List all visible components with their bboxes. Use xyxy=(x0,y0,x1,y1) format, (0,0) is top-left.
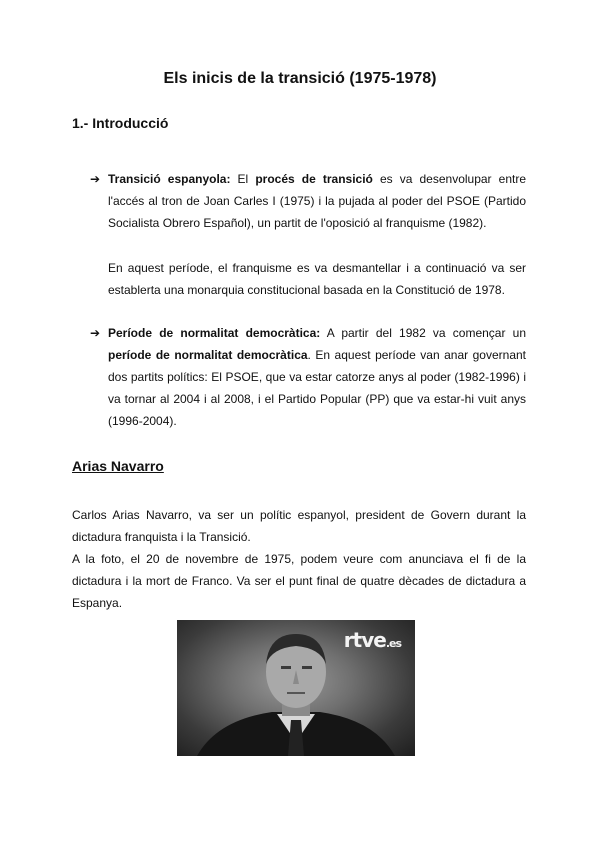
bold-phrase: període de normalitat democràtica xyxy=(108,348,308,362)
bullet-term: Període de normalitat democràtica: xyxy=(108,326,321,340)
bold-phrase: procés de transició xyxy=(255,172,373,186)
arrow-icon: ➔ xyxy=(90,172,101,186)
rtve-logo xyxy=(344,628,401,652)
arrow-icon: ➔ xyxy=(90,326,101,340)
logo-suffix: .es xyxy=(385,637,401,650)
section-heading-introduccio: 1.- Introducció xyxy=(72,115,169,131)
text-run: A partir del 1982 va començar un xyxy=(320,326,526,340)
arias-navarro-photo xyxy=(177,620,415,756)
section-heading-arias-navarro: Arias Navarro xyxy=(72,458,164,474)
document-title: Els inicis de la transició (1975-1978) xyxy=(163,70,437,87)
bullet-transicio-text xyxy=(108,168,526,234)
text-run: . En aquest període van anar governant dos partits polítics: El PSOE, que va estar catorze anys al poder (1982-1996) i va tornar al 2004 i al 2008, i el Partido Popular (PP) que va estar-hi vuit anys (1996-2004). xyxy=(108,348,526,428)
bullet-normalitat-text xyxy=(108,322,526,432)
arias-paragraph-1: Carlos Arias Navarro, va ser un polític espanyol, president de Govern durant la dictadura franquista i la Transició. xyxy=(72,508,526,544)
arias-paragraph-2: A la foto, el 20 de novembre de 1975, podem veure com anunciava el fi de la dictadura i la mort de Franco. Va ser el punt final de quatre dècades de dictadura a Espanya. xyxy=(72,552,526,610)
logo-main: rtve xyxy=(343,628,386,652)
text-run: es va desenvolupar entre l'accés al tron de Joan Carles I (1975) i la pujada al poder del PSOE (Partido Socialista Obrero Español), un partit de l'oposició al franquisme (1982). xyxy=(108,172,526,230)
bullet-term: Transició espanyola: xyxy=(108,172,231,186)
text-run: El xyxy=(230,172,256,186)
transicio-paragraph-2: En aquest període, el franquisme es va desmantellar i a continuació va ser establerta una monarquia constitucional basada en la Constitució de 1978. xyxy=(108,261,526,297)
